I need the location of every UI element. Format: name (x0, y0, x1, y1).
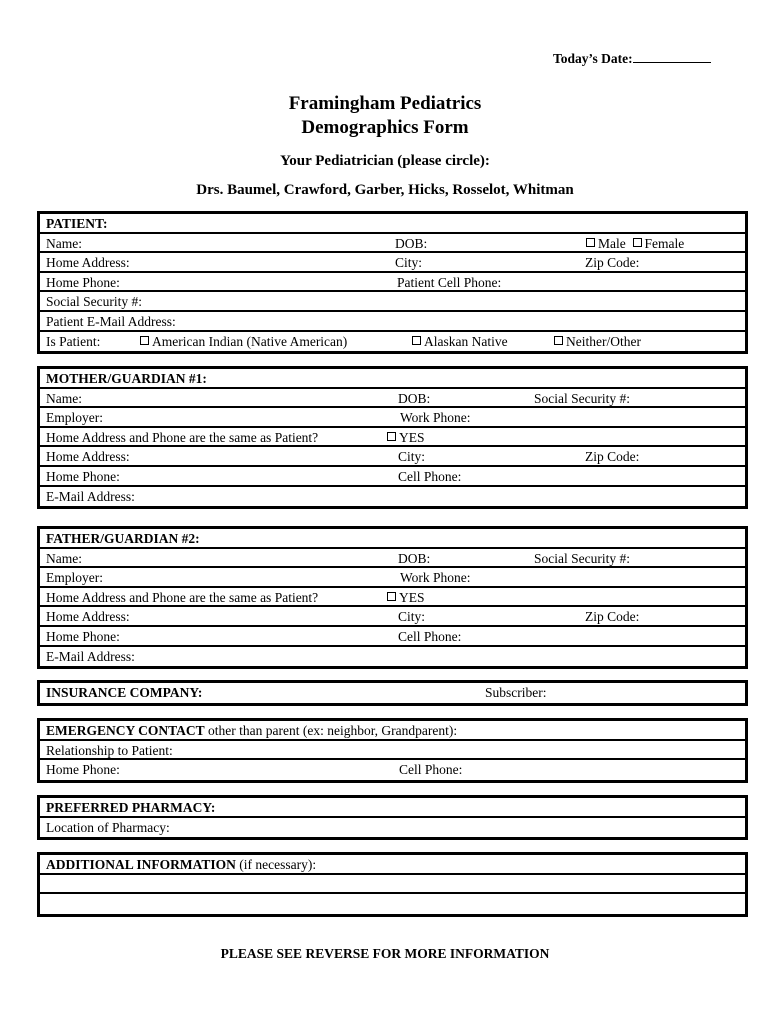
additional-heading-wrap (46, 856, 316, 873)
alaskan-native-label: Alaskan Native (424, 333, 508, 349)
patient-row-ethnicity[interactable] (40, 332, 745, 352)
mother-cell-phone-label: Cell Phone: (398, 468, 462, 484)
is-patient-label: Is Patient: (46, 333, 101, 349)
mother-row-phone[interactable] (40, 467, 745, 487)
additional-heading-note: (if necessary): (235, 857, 317, 872)
mother-work-phone-label: Work Phone: (400, 410, 471, 426)
mother-city-label: City: (398, 449, 426, 465)
father-heading-row (40, 529, 745, 549)
mother-ssn-label: Social Security #: (534, 390, 630, 406)
father-cell-phone-label: Cell Phone: (398, 628, 462, 644)
mother-zip-label: Zip Code: (585, 449, 640, 465)
father-yes-option (387, 589, 425, 606)
father-same-label: Home Address and Phone are the same as Patient? (46, 589, 319, 605)
mother-row-employer[interactable] (40, 408, 745, 428)
additional-heading: ADDITIONAL INFORMATION (46, 857, 236, 872)
mother-row-email[interactable] (40, 487, 745, 507)
father-yes-checkbox[interactable] (387, 592, 396, 601)
father-home-address-label: Home Address: (46, 609, 130, 625)
patient-ssn-label: Social Security #: (46, 294, 142, 310)
form-title-line1: Framingham Pediatrics (288, 93, 482, 114)
father-name-label: Name: (46, 550, 82, 566)
emergency-cell-phone-label: Cell Phone: (399, 762, 463, 778)
father-work-phone-label: Work Phone: (400, 570, 471, 586)
pharmacy-heading: PREFERRED PHARMACY: (46, 800, 216, 815)
mother-row-address[interactable] (40, 447, 745, 467)
mother-dob-label: DOB: (398, 390, 431, 406)
pharmacy-heading-row (40, 798, 745, 818)
mother-row-same[interactable] (40, 428, 745, 448)
patient-section (37, 211, 748, 354)
additional-line-1[interactable] (40, 875, 745, 895)
pediatrician-prompt: Your Pediatrician (please circle): (280, 153, 490, 169)
emergency-heading-wrap (46, 722, 457, 739)
mother-row-name[interactable] (40, 389, 745, 409)
father-row-employer[interactable] (40, 568, 745, 588)
insurance-row[interactable] (40, 683, 745, 703)
father-zip-label: Zip Code: (585, 609, 640, 625)
emergency-heading-row[interactable] (40, 721, 745, 741)
female-label: Female (644, 235, 685, 251)
father-row-same[interactable] (40, 588, 745, 608)
subscriber-label: Subscriber: (485, 685, 547, 700)
father-ssn-label: Social Security #: (534, 550, 630, 566)
form-title-line2: Demographics Form (301, 117, 469, 138)
father-row-address[interactable] (40, 607, 745, 627)
patient-home-phone-label: Home Phone: (46, 274, 120, 290)
footer-note: PLEASE SEE REVERSE FOR MORE INFORMATION (220, 946, 550, 961)
patient-row-name[interactable] (40, 234, 745, 254)
neither-option (554, 333, 641, 350)
father-row-email[interactable] (40, 647, 745, 667)
patient-row-address[interactable] (40, 253, 745, 273)
father-city-label: City: (398, 609, 426, 625)
emergency-heading-note: other than parent (ex: neighbor, Grandparent): (204, 723, 458, 738)
emergency-section (37, 718, 748, 783)
mother-name-label: Name: (46, 390, 82, 406)
mother-home-phone-label: Home Phone: (46, 468, 120, 484)
todays-date (553, 50, 711, 67)
father-heading: FATHER/GUARDIAN #2: (46, 531, 200, 546)
mother-yes-checkbox[interactable] (387, 432, 396, 441)
todays-date-field[interactable] (633, 50, 711, 63)
patient-zip-label: Zip Code: (585, 255, 640, 271)
mother-heading-row (40, 369, 745, 389)
patient-heading: PATIENT: (46, 216, 108, 231)
mother-heading: MOTHER/GUARDIAN #1: (46, 371, 207, 386)
additional-section (37, 852, 748, 917)
patient-name-label: Name: (46, 235, 82, 251)
american-indian-checkbox[interactable] (140, 336, 149, 345)
alaskan-native-option (412, 333, 508, 350)
mother-section (37, 366, 748, 509)
emergency-heading: EMERGENCY CONTACT (46, 723, 205, 738)
father-row-phone[interactable] (40, 627, 745, 647)
patient-email-label: Patient E-Mail Address: (46, 313, 176, 329)
emergency-home-phone-label: Home Phone: (46, 762, 120, 778)
male-label: Male (598, 235, 626, 251)
emergency-row-relationship[interactable] (40, 741, 745, 761)
male-checkbox[interactable] (586, 238, 595, 247)
father-yes-label: YES (399, 589, 425, 605)
mother-yes-option (387, 429, 425, 446)
insurance-section (37, 680, 748, 706)
female-checkbox[interactable] (633, 238, 642, 247)
additional-heading-row[interactable] (40, 855, 745, 875)
mother-same-label: Home Address and Phone are the same as Patient? (46, 429, 319, 445)
patient-row-email[interactable] (40, 312, 745, 332)
pharmacy-section (37, 795, 748, 840)
patient-row-ssn[interactable] (40, 292, 745, 312)
mother-email-label: E-Mail Address: (46, 488, 135, 504)
father-row-name[interactable] (40, 549, 745, 569)
mother-home-address-label: Home Address: (46, 449, 130, 465)
american-indian-label: American Indian (Native American) (152, 333, 348, 349)
mother-yes-label: YES (399, 429, 425, 445)
father-dob-label: DOB: (398, 550, 431, 566)
father-email-label: E-Mail Address: (46, 648, 135, 664)
neither-label: Neither/Other (566, 333, 641, 349)
mother-employer-label: Employer: (46, 410, 103, 426)
patient-home-address-label: Home Address: (46, 255, 130, 271)
patient-dob-label: DOB: (395, 235, 428, 251)
pharmacy-location-label: Location of Pharmacy: (46, 819, 170, 835)
patient-city-label: City: (395, 255, 423, 271)
todays-date-label: Today’s Date: (553, 51, 633, 66)
alaskan-native-checkbox[interactable] (412, 336, 421, 345)
patient-cell-phone-label: Patient Cell Phone: (397, 274, 502, 290)
emergency-relationship-label: Relationship to Patient: (46, 742, 173, 758)
father-employer-label: Employer: (46, 570, 103, 586)
patient-row-phone[interactable] (40, 273, 745, 293)
patient-sex-options (586, 235, 684, 252)
neither-checkbox[interactable] (554, 336, 563, 345)
doctor-list[interactable]: Drs. Baumel, Crawford, Garber, Hicks, Rosselot, Whitman (196, 182, 574, 198)
pharmacy-row-location[interactable] (40, 818, 745, 838)
father-section (37, 526, 748, 669)
american-indian-option (140, 333, 347, 350)
insurance-heading: INSURANCE COMPANY: (46, 685, 203, 700)
patient-heading-row (40, 214, 745, 234)
emergency-row-phone[interactable] (40, 760, 745, 780)
father-home-phone-label: Home Phone: (46, 628, 120, 644)
additional-line-2[interactable] (40, 894, 745, 914)
